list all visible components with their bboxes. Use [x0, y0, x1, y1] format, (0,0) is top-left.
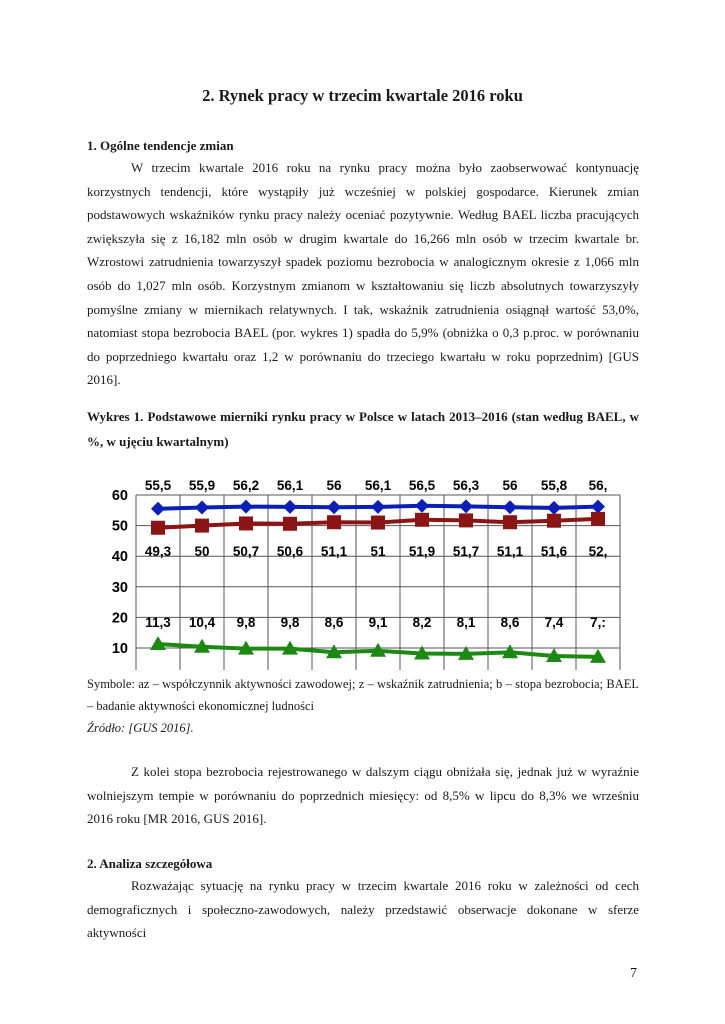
data-label-az: 56	[502, 478, 518, 493]
data-label-z: 50	[194, 544, 210, 559]
data-label-z: 51,1	[496, 544, 524, 559]
data-label-z: 50,6	[276, 544, 304, 559]
data-label-b: 11,3	[145, 615, 171, 630]
paragraph-intro: W trzecim kwartale 2016 roku na rynku pracy można było zaobserwować kontynuację korzystnych tendencji, które wystąpiły już wcześniej w polskiej gospodarce. Kierunek zmian podstawowych wskaźników rynku pracy należy oceniać pozytywnie. Według BAEL liczba pracujących zwiększyła się z 16,182 mln osób w drugim kwartale do 16,266 mln osób w trzecim kwartale br. Wzrostowi zatrudnienia towarzyszył spadek poziomu bezrobocia w analogicznym okresie z 1,066 mln osób do 1,027 mln osób. Korzystnym zmianom w kształtowaniu się liczb absolutnych towarzyszyły pomyślne zmiany w miernikach relatywnych. I tak, wskaźnik zatrudnienia osiągnął wartość 53,0%, natomiast stopa bezrobocia BAEL (por. wykres 1) spadła do 5,9% (obniżka o 0,3 p.proc. w porównaniu do poprzedniego kwartału oraz 1,2 w porównaniu do trzeciego kwartału w roku poprzednim) [GUS 2016].	[87, 160, 639, 388]
data-label-az: 56,2	[232, 478, 260, 493]
point-az	[327, 500, 341, 514]
data-label-b: 7,4	[544, 615, 564, 630]
data-label-az: 56,3	[452, 478, 480, 493]
data-label-z: 51,7	[452, 544, 480, 559]
data-label-b: 7,:	[590, 615, 606, 630]
figure-notes	[87, 673, 639, 739]
point-z	[591, 512, 605, 526]
data-label-b: 8,2	[412, 615, 432, 630]
data-label-b: 9,8	[280, 615, 300, 630]
page-number: 7	[630, 966, 637, 981]
point-z	[195, 519, 209, 533]
point-az	[547, 501, 561, 515]
data-label-az: 56,5	[408, 478, 436, 493]
symbols-legend: Symbole: az – współczynnik aktywności zawodowej; z – wskaźnik zatrudnienia; b – stopa bezrobocia; BAEL – badanie aktywności ekonomicznej ludności	[87, 677, 639, 713]
data-label-z: 50,7	[232, 544, 260, 559]
section-heading-1: 1. Ogólne tendencje zmian	[87, 138, 234, 153]
point-z	[415, 513, 429, 527]
y-tick-label: 50	[111, 518, 128, 535]
data-label-z: 51,1	[320, 544, 348, 559]
point-z	[459, 513, 473, 527]
point-z	[239, 516, 253, 530]
data-label-az: 56	[326, 478, 342, 493]
y-tick-label: 40	[111, 549, 128, 566]
data-label-b: 8,6	[324, 615, 344, 630]
point-z	[151, 521, 165, 535]
data-label-z: 49,3	[144, 544, 172, 559]
data-label-az: 55,8	[540, 478, 568, 493]
point-az	[503, 500, 517, 514]
data-label-az: 55,9	[188, 478, 216, 493]
data-label-z: 52,	[588, 544, 608, 559]
data-label-az: 56,1	[364, 478, 392, 493]
point-az	[151, 502, 165, 516]
figure-source: Źródło: [GUS 2016].	[87, 721, 194, 735]
paragraph-analysis: Rozważając sytuację na rynku pracy w trzecim kwartale 2016 roku w zależności od cech demograficznych i społeczno-zawodowych, należy przedstawić obserwacje dokonane w sferze aktywności	[87, 878, 639, 941]
data-label-b: 8,6	[500, 615, 520, 630]
y-tick-label: 20	[111, 610, 128, 627]
page-title: 2. Rynek pracy w trzecim kwartale 2016 roku	[202, 86, 523, 105]
data-label-z: 51,6	[540, 544, 568, 559]
data-label-az: 56,	[588, 478, 608, 493]
labor-market-chart	[100, 470, 622, 670]
point-az	[283, 500, 297, 514]
point-az	[371, 500, 385, 514]
point-az	[459, 499, 473, 513]
point-az	[195, 501, 209, 515]
data-label-b: 8,1	[456, 615, 476, 630]
point-z	[371, 516, 385, 530]
data-label-az: 56,1	[276, 478, 304, 493]
point-az	[415, 499, 429, 513]
point-az	[239, 500, 253, 514]
data-label-b: 10,4	[188, 615, 216, 630]
y-tick-label: 60	[111, 488, 128, 504]
point-z	[503, 515, 517, 529]
data-label-az: 55,5	[144, 478, 172, 493]
data-label-z: 51,9	[408, 544, 436, 559]
y-tick-label: 30	[111, 579, 128, 596]
point-z	[327, 515, 341, 529]
figure-caption: Wykres 1. Podstawowe mierniki rynku pracy w Polsce w latach 2013–2016 (stan według BAEL, w %, w ujęciu kwartalnym)	[87, 409, 639, 449]
point-az	[591, 500, 605, 514]
y-tick-label: 10	[111, 641, 128, 657]
point-z	[547, 514, 561, 528]
data-label-z: 51	[370, 544, 386, 559]
data-label-b: 9,8	[236, 615, 256, 630]
paragraph-registered-unemployment: Z kolei stopa bezrobocia rejestrowanego w dalszym ciągu obniżała się, jednak już w wyraźnie wolniejszym tempie w porównaniu do poprzednich miesięcy: od 8,5% w lipcu do 8,3% we wrześniu 2016 roku [MR 2016, GUS 2016].	[87, 764, 639, 827]
data-label-b: 9,1	[368, 615, 388, 630]
point-z	[283, 517, 297, 531]
section-heading-2: 2. Analiza szczegółowa	[87, 856, 213, 871]
